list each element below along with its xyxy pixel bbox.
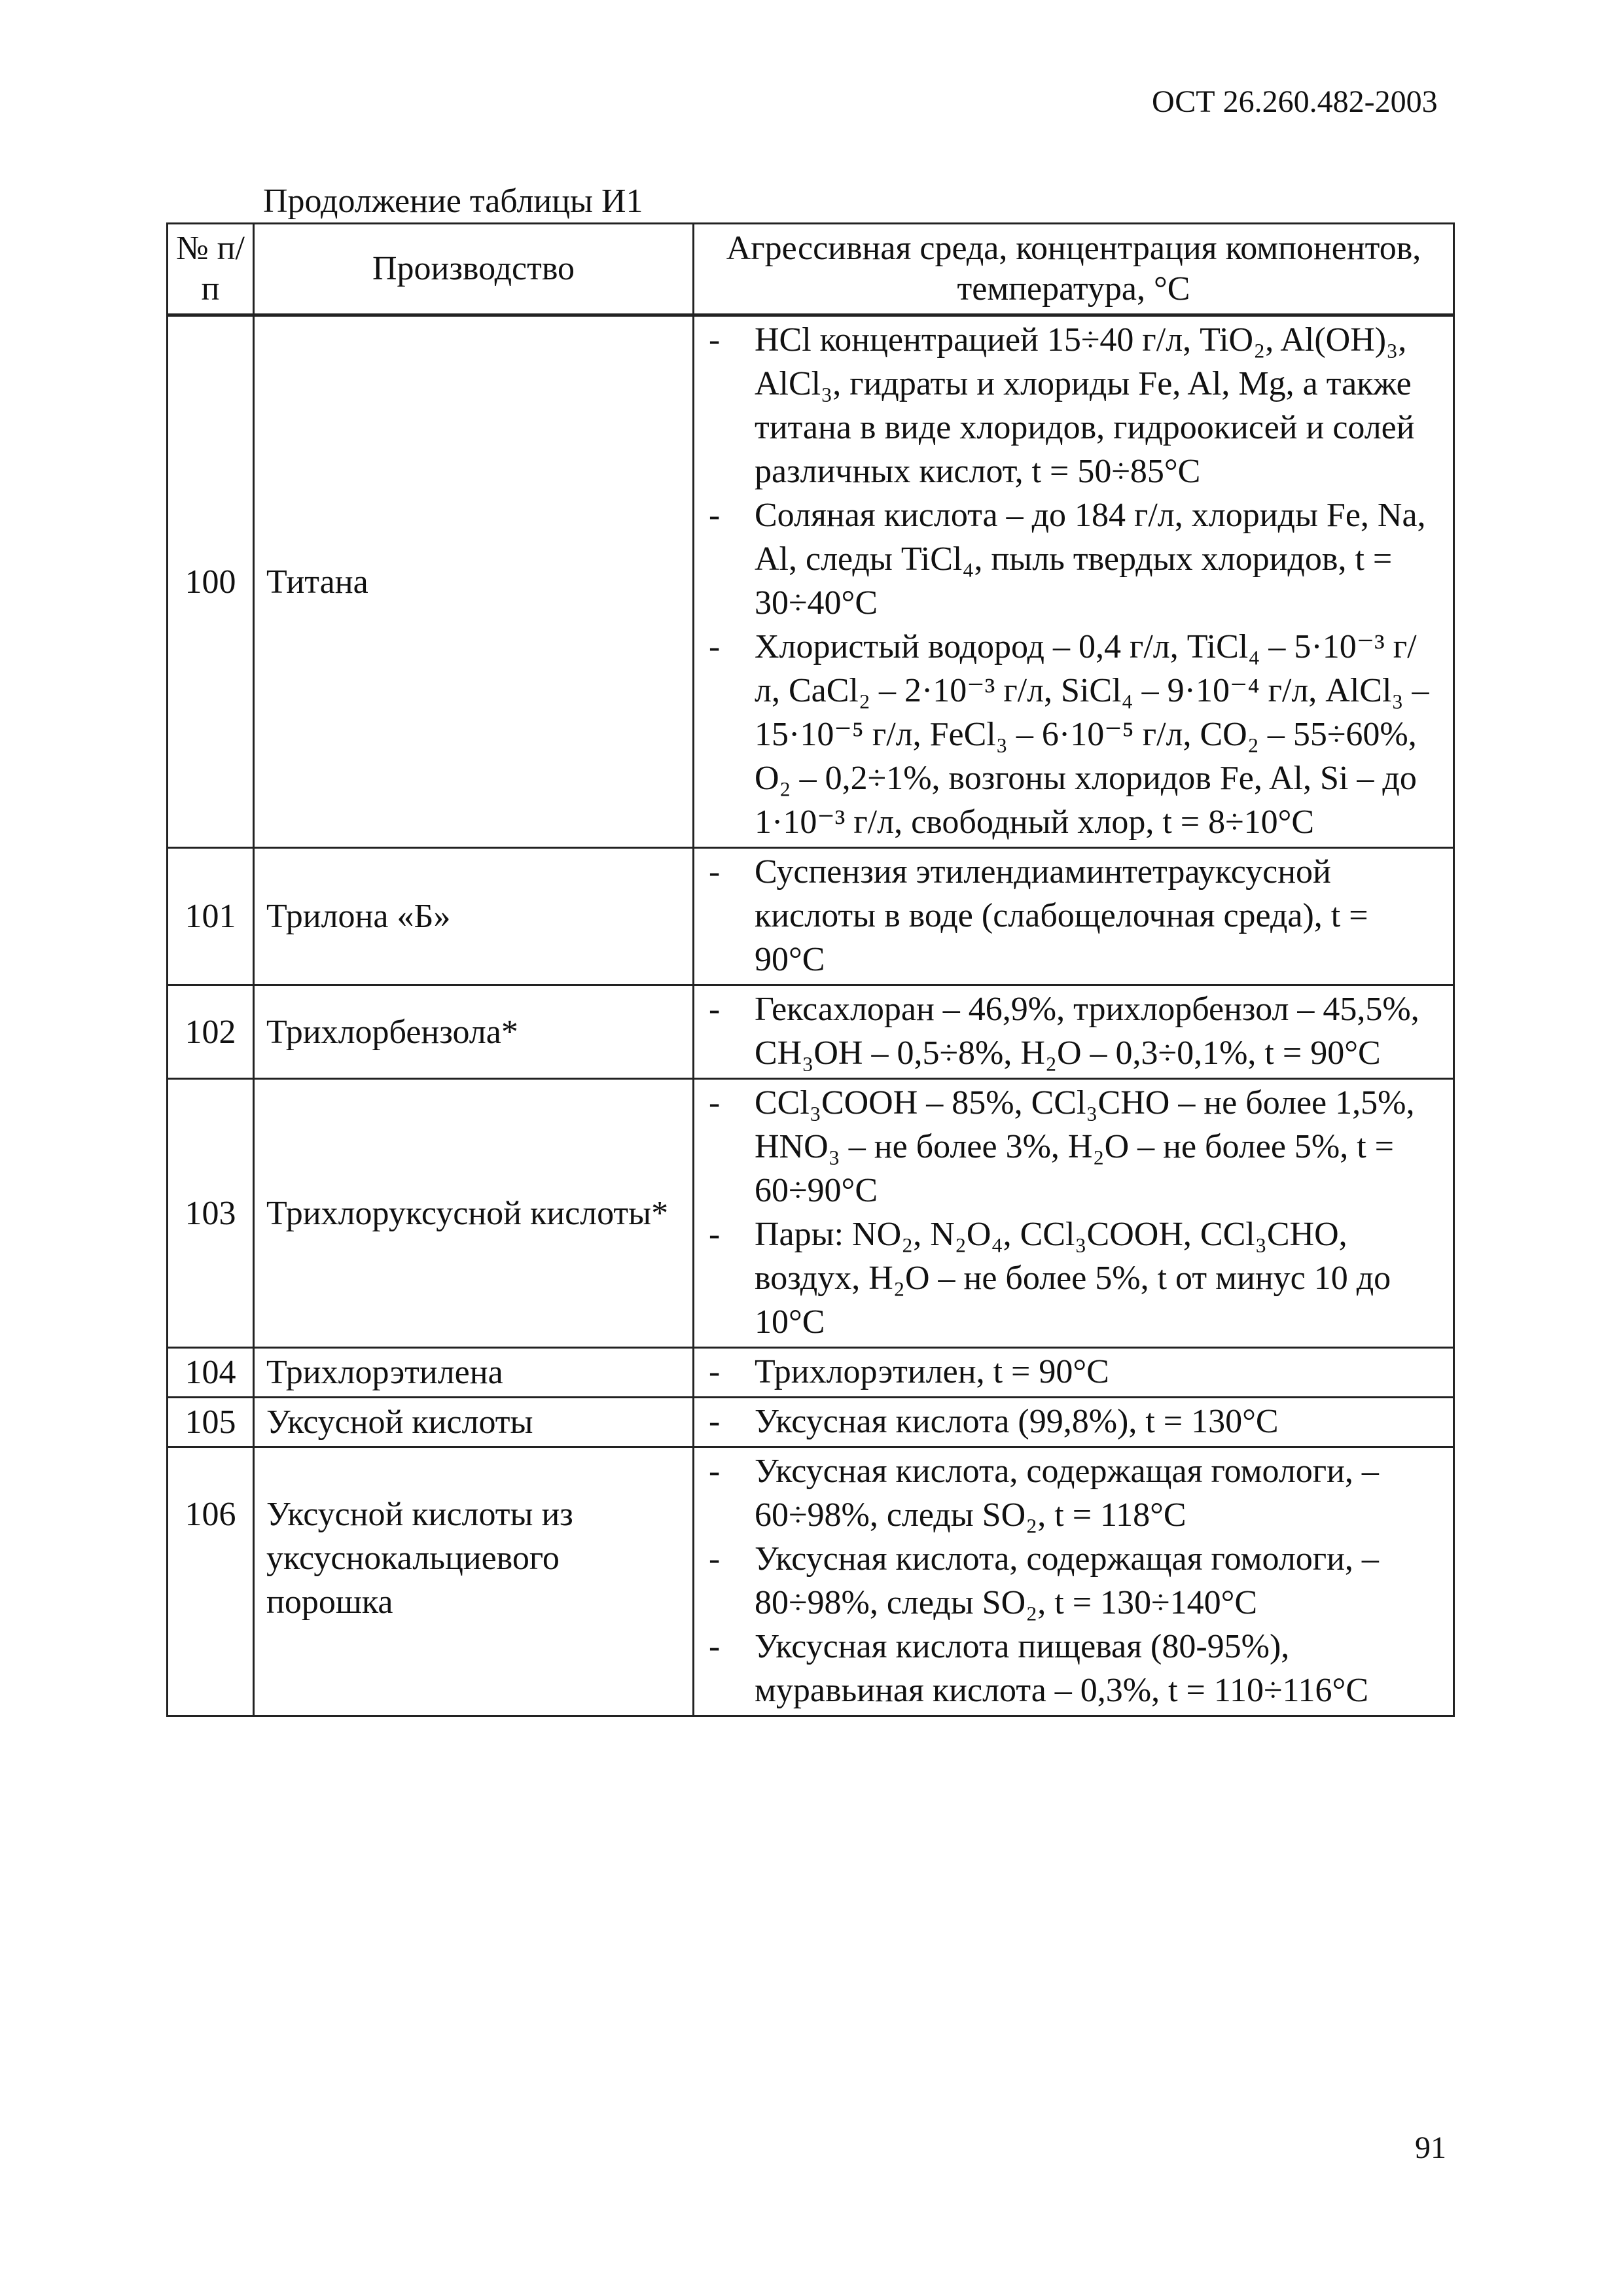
list-dash-icon: - [709, 321, 721, 359]
table-row [168, 985, 1454, 1079]
row-number: 101 [168, 848, 254, 985]
environment-cell [694, 1079, 1454, 1348]
environment-item [707, 625, 1440, 844]
production-name: Трихлорбензола* [254, 985, 694, 1079]
environment-item [707, 1537, 1440, 1625]
row-number: 105 [168, 1398, 254, 1447]
list-dash-icon: - [709, 497, 721, 534]
environment-item [707, 1449, 1440, 1537]
production-name: Уксусной кислоты [254, 1398, 694, 1447]
environment-item-text: Хлористый водород – 0,4 г/л, TiCl₄ – 5·10⁻³ г/л, CaCl₂ – 2·10⁻³ г/л, SiCl₄ – 9·10⁻⁴ г/л, AlCl₃ – 15·10⁻⁵ г/л, FeCl₃ – 6·10⁻⁵ г/л, CO₂ – 55÷60%, O₂ – 0,2÷1%, возгоны хлоридов Fe, Al, Si – до 1·10⁻³ г/л, свободный хлор, t = 8÷10°С [755, 628, 1429, 841]
document-id: ОСТ 26.260.482-2003 [1152, 84, 1438, 119]
environment-item [707, 1625, 1440, 1712]
table-row [168, 1398, 1454, 1447]
environment-item [707, 1350, 1440, 1394]
environment-item [707, 493, 1440, 625]
production-name: Трихлоруксусной кислоты* [254, 1079, 694, 1348]
environment-item-text: CCl₃COOH – 85%, CCl₃CHO – не более 1,5%, HNO₃ – не более 3%, H₂O – не более 5%, t = 60÷90°С [755, 1084, 1415, 1209]
list-dash-icon: - [709, 1084, 721, 1122]
row-number: 104 [168, 1348, 254, 1398]
production-name: Титана [254, 315, 694, 848]
page-number: 91 [1415, 2130, 1446, 2165]
list-dash-icon: - [709, 1628, 721, 1665]
table-row [168, 1447, 1454, 1716]
environment-item-text: Суспензия этилендиаминтетрауксусной кислоты в воде (слабощелочная среда), t = 90°С [755, 853, 1368, 978]
environment-item-text: Уксусная кислота, содержащая гомологи, – 80÷98%, следы SO₂, t = 130÷140°С [755, 1540, 1379, 1621]
environment-item-text: Уксусная кислота, содержащая гомологи, – 60÷98%, следы SO₂, t = 118°С [755, 1453, 1379, 1534]
list-dash-icon: - [709, 1353, 721, 1390]
environment-cell [694, 848, 1454, 985]
environment-item [707, 318, 1440, 493]
production-name: Трилона «Б» [254, 848, 694, 985]
environment-item [707, 1212, 1440, 1344]
row-number: 106 [168, 1447, 254, 1716]
environment-item [707, 1400, 1440, 1443]
column-header-production: Производство [254, 224, 694, 315]
production-name: Уксусной кислоты из уксуснокальциевого порошка [254, 1447, 694, 1716]
environment-item-text: Пары: NO₂, N₂O₄, CCl₃COOH, CCl₃CHO, воздух, H₂O – не более 5%, t от минус 10 до 10°С [755, 1216, 1391, 1341]
environment-item [707, 1081, 1440, 1212]
environment-item-text: Соляная кислота – до 184 г/л, хлориды Fe, Na, Al, следы TiCl₄, пыль твердых хлоридов, t = 30÷40°С [755, 497, 1426, 622]
column-header-environment: Агрессивная среда, концентрация компонентов, температура, °С [694, 224, 1454, 315]
environment-item-text: HCl концентрацией 15÷40 г/л, TiO₂, Al(OH)₃, AlCl₃, гидраты и хлориды Fe, Al, Mg, а также титана в виде хлоридов, гидроокисей и солей различных кислот, t = 50÷85°С [755, 321, 1415, 490]
environment-item [707, 850, 1440, 981]
list-dash-icon: - [709, 853, 721, 891]
row-number: 103 [168, 1079, 254, 1348]
environment-item [707, 987, 1440, 1075]
column-header-number: № п/п [168, 224, 254, 315]
table-header-row [168, 224, 1454, 315]
list-dash-icon: - [709, 1403, 721, 1440]
environment-item-text: Уксусная кислота (99,8%), t = 130°С [755, 1403, 1279, 1440]
list-dash-icon: - [709, 1216, 721, 1253]
environment-item-text: Уксусная кислота пищевая (80-95%), муравьиная кислота – 0,3%, t = 110÷116°С [755, 1628, 1369, 1709]
environment-item-text: Трихлорэтилен, t = 90°С [755, 1353, 1109, 1390]
environment-cell [694, 1348, 1454, 1398]
table-body [168, 315, 1454, 1716]
environment-cell [694, 1398, 1454, 1447]
list-dash-icon: - [709, 1540, 721, 1578]
table-row [168, 1348, 1454, 1398]
table-row [168, 1079, 1454, 1348]
table-caption: Продолжение таблицы И1 [263, 183, 643, 220]
list-dash-icon: - [709, 1453, 721, 1490]
environment-cell [694, 1447, 1454, 1716]
row-number: 100 [168, 315, 254, 848]
list-dash-icon: - [709, 628, 721, 665]
table-row [168, 848, 1454, 985]
environment-cell [694, 985, 1454, 1079]
list-dash-icon: - [709, 991, 721, 1028]
environment-cell [694, 315, 1454, 848]
row-number: 102 [168, 985, 254, 1079]
table-row [168, 315, 1454, 848]
environment-item-text: Гексахлоран – 46,9%, трихлорбензол – 45,5%, CH₃OH – 0,5÷8%, H₂O – 0,3÷0,1%, t = 90°С [755, 991, 1419, 1072]
corrosive-media-table [166, 222, 1455, 1717]
production-name: Трихлорэтилена [254, 1348, 694, 1398]
